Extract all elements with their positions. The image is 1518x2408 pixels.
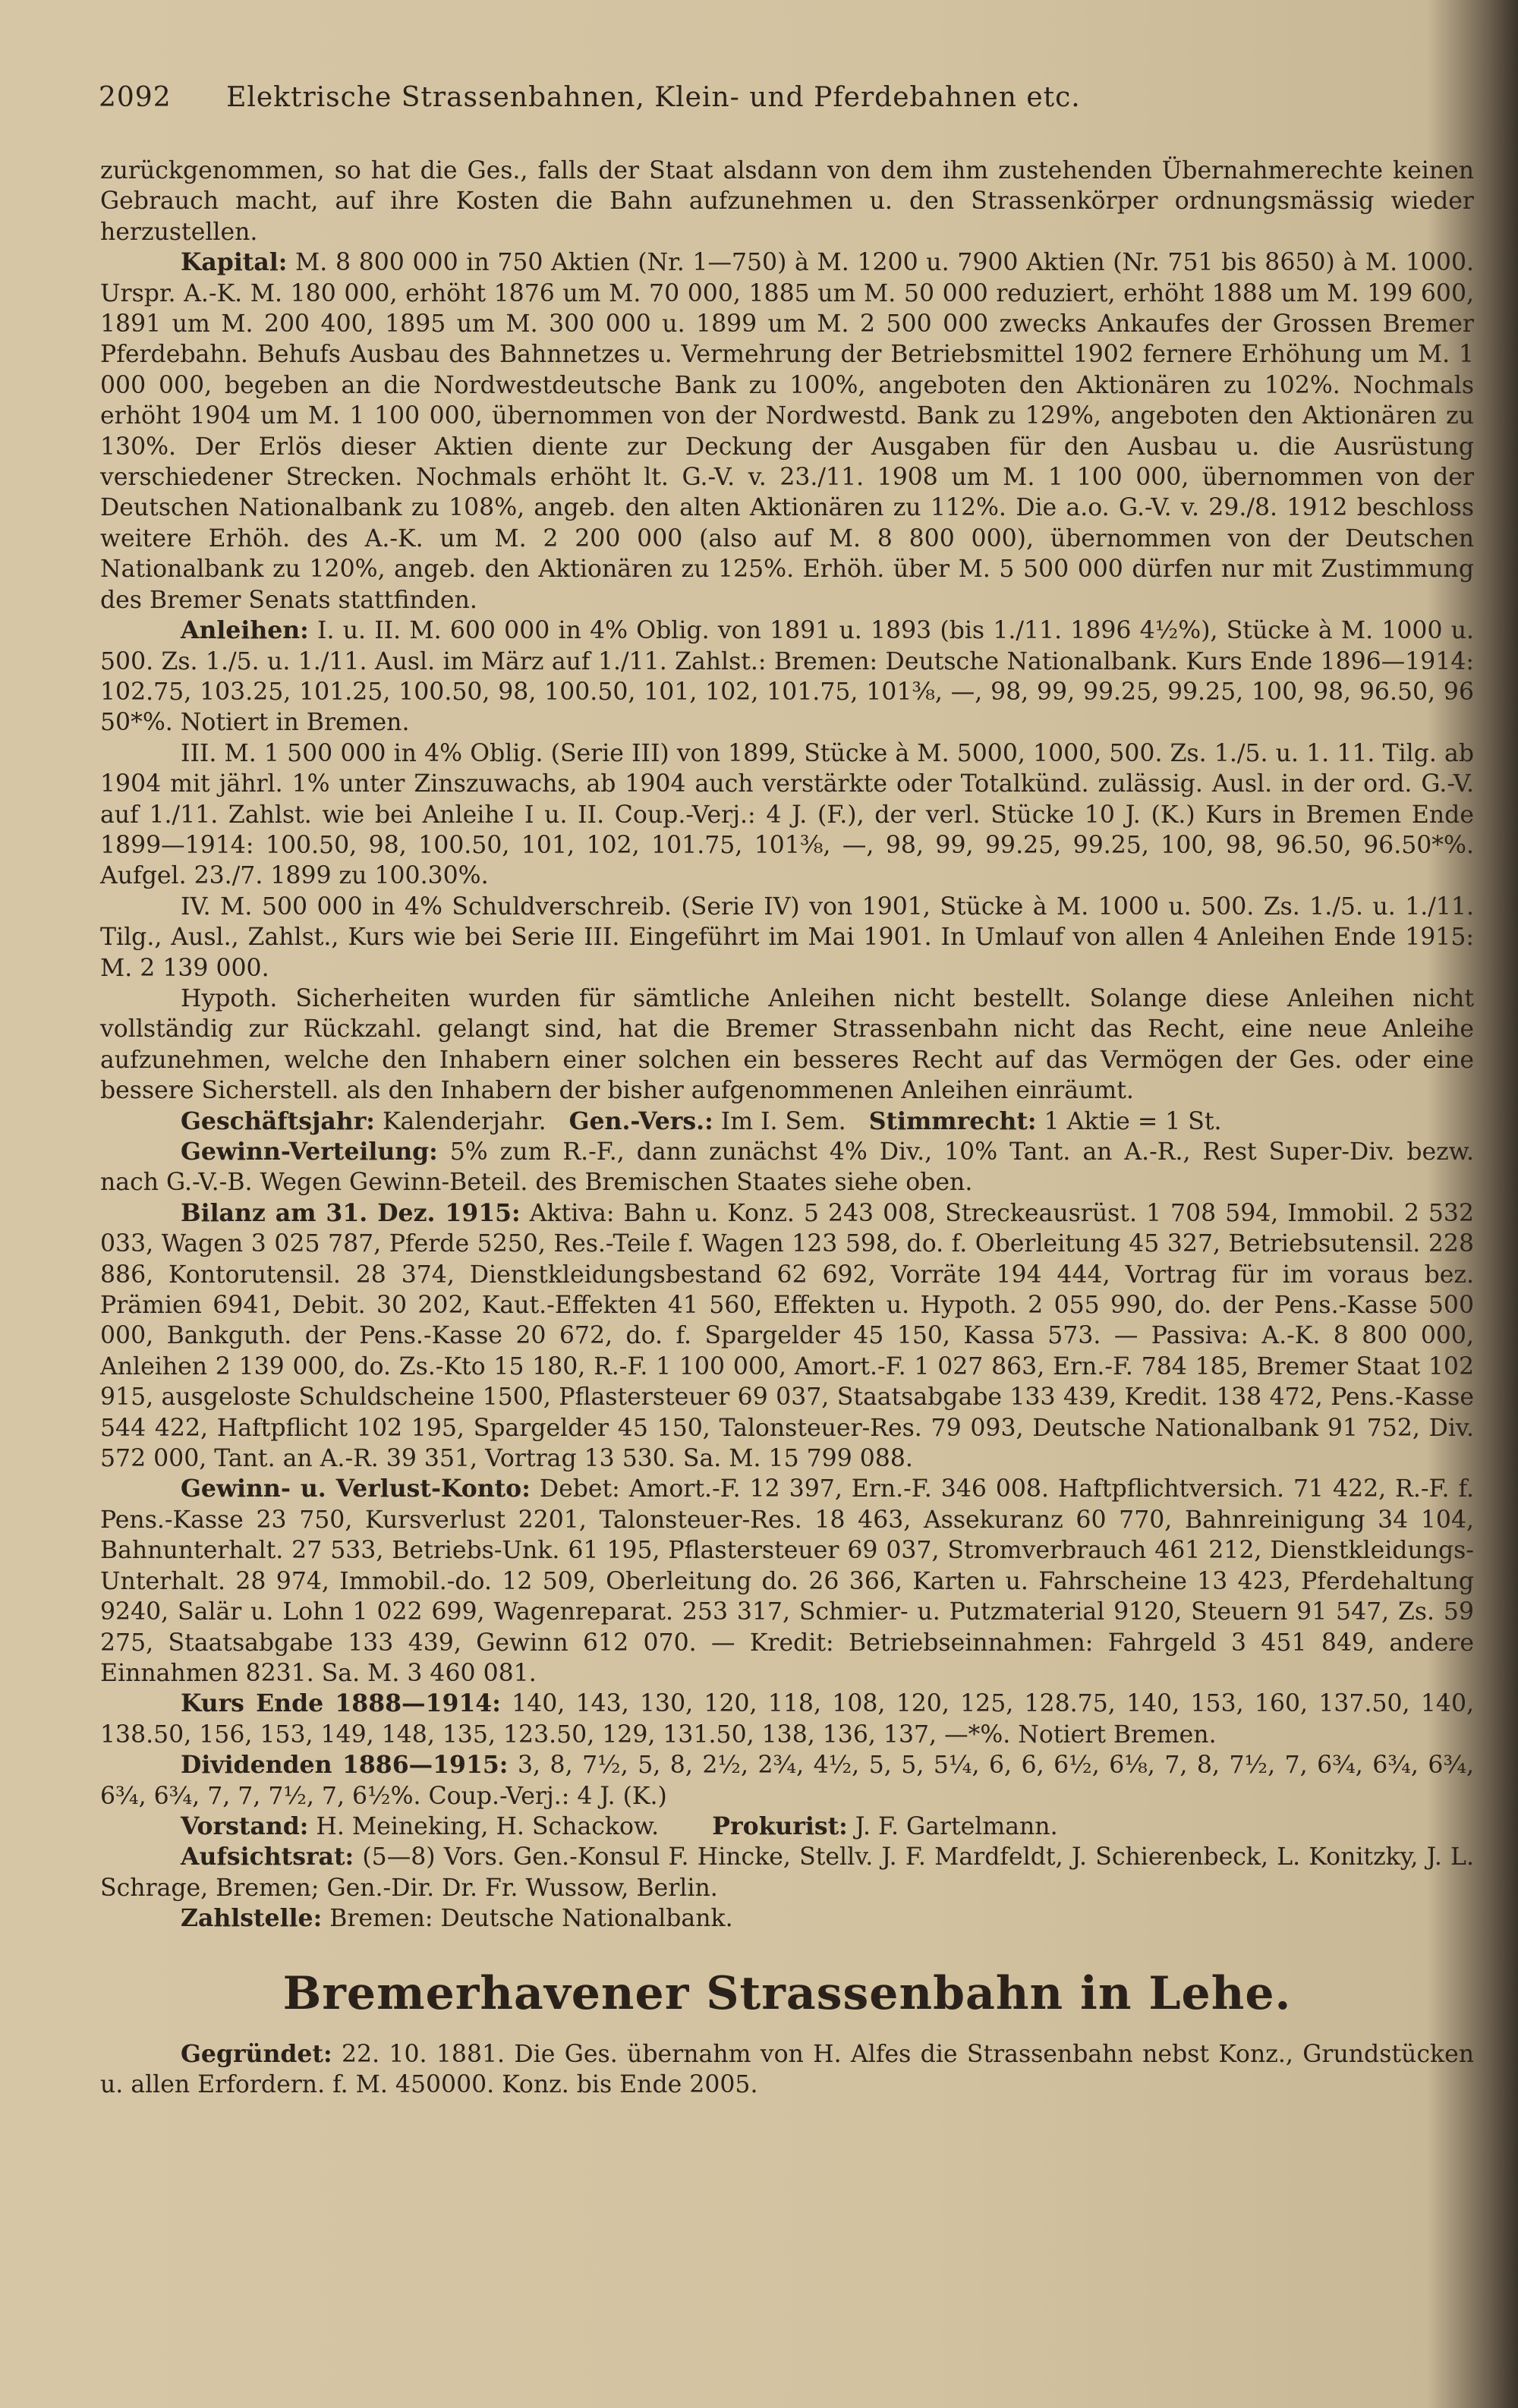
label-aufsichtsrat: Aufsichtsrat: (181, 1843, 354, 1871)
paragraph-aufsichtsrat: Aufsichtsrat: (5—8) Vors. Gen.-Konsul F. Hincke, Stellv. J. F. Mardfeldt, J. Schierenbeck, L. Konitzky, J. L. Schrage, Bremen; Gen.-Dir. Dr. Fr. Wussow, Berlin. (100, 1843, 1474, 1902)
label-vorstand: Vorstand: (181, 1812, 309, 1840)
paragraph-geschaeftsjahr: Geschäftsjahr: Kalenderjahr. Gen.-Vers.: Im I. Sem. Stimmrecht: 1 Aktie = 1 St. (181, 1106, 1222, 1135)
paragraph-gewinn-verlust: Gewinn- u. Verlust-Konto: Debet: Amort.-F. 12 397, Ern.-F. 346 008. Haftpflichtversich. 71 422, R.-F. f. Pens.-Kasse 23 750, Kursverlust 2201, Talonsteuer-Res. 18 463, Assekuranz 60 770, Bahnreinigung 34 104, Bahnunterhalt. 27 533, Betriebs-Unk. 61 195, Pflastersteuer 69 037, Stromverbrauch 461 212, Dienstkleidungs-Unterhalt. 28 974, Immobil.-do. 12 509, Oberleitung do. 26 366, Karten u. Fahrscheine 13 423, Pferdehaltung 9240, Salär u. Lohn 1 022 699, Wagenreparat. 253 317, Schmier- u. Putzmaterial 9120, Steuern 91 547, Zs. 59 275, Staatsabgabe 133 439, Gewinn 612 070. — Kredit: Betriebseinnahmen: Fahrgeld 3 451 849, andere Einnahmen 8231. Sa. M. 3 460 081. (100, 1475, 1475, 1687)
paragraph-anleihen: Anleihen: I. u. II. M. 600 000 in 4% Oblig. von 1891 u. 1893 (bis 1./11. 1896 4½%), Stücke à M. 1000 u. 500. Zs. 1./5. u. 1./11. Ausl. im März auf 1./11. Zahlst.: Bremen: Deutsche Nationalbank. Kurs Ende 1896—1914: 102.75, 103.25, 101.25, 100.50, 98, 100.50, 101, 102, 101.75, 101⅜, —, 98, 99, 99.25, 99.25, 100, 98, 96.50, 96 50*%. Notiert in Bremen. (100, 616, 1475, 737)
page-number: 2092 (99, 82, 172, 113)
label-dividenden: Dividenden 1886—1915: (181, 1751, 509, 1780)
label-gewinn-verlust: Gewinn- u. Verlust-Konto: (181, 1475, 531, 1503)
paragraph-continuation: zurückgenommen, so hat die Ges., falls der Staat alsdann von dem ihm zustehenden Übernahmerechte keinen Gebrauch macht, auf ihre Kosten die Bahn aufzunehmen u. den Strassenkörper ordnungsmässig wieder herzustellen. (100, 157, 1474, 246)
page-header (99, 82, 1465, 113)
paragraph-anleihe-iii: III. M. 1 500 000 in 4% Oblig. (Serie III) von 1899, Stücke à M. 5000, 1000, 500. Zs. 1./5. u. 1. 11. Tilg. ab 1904 mit jährl. 1% unter Zinszuwachs, ab 1904 auch verstärkte oder Totalkünd. zulässig. Ausl. in der ord. G.-V. auf 1./11. Zahlst. wie bei Anleihe I u. II. Coup.-Verj.: 4 J. (F.), der verl. Stücke 10 J. (K.) Kurs in Bremen Ende 1899—1914: 100.50, 98, 100.50, 101, 102, 101.75, 101⅜, —, 98, 99, 99.25, 99.25, 100, 98, 96.50, 96.50*%. Aufgel. 23./7. 1899 zu 100.30%. (100, 739, 1474, 890)
label-geschaeftsjahr: Geschäftsjahr: (181, 1106, 375, 1135)
paragraph-gewinn-verteilung: Gewinn-Verteilung: 5% zum R.-F., dann zunächst 4% Div., 10% Tant. an A.-R., Rest Super-Div. bezw. nach G.-V.-B. Wegen Gewinn-Beteil. des Bremischen Staates siehe oben. (100, 1138, 1475, 1197)
label-bilanz: Bilanz am 31. Dez. 1915: (181, 1198, 521, 1227)
label-anleihen: Anleihen: (181, 616, 309, 645)
label-gewinn-verteilung: Gewinn-Verteilung: (181, 1138, 438, 1166)
section-title: Bremerhavener Strassenbahn in Lehe. (282, 1966, 1292, 2020)
paragraph-bilanz: Bilanz am 31. Dez. 1915: Aktiva: Bahn u. Konz. 5 243 008, Streckeausrüst. 1 708 594, Immobil. 2 532 033, Wagen 3 025 787, Pferde 5250, Res.-Teile f. Wagen 123 598, do. f. Oberleitung 45 327, Betriebsutensil. 228 886, Kontorutensil. 28 374, Dienstkleidungsbestand 62 692, Vorräte 194 444, Vortrag für im voraus bez. Prämien 6941, Debit. 30 202, Kaut.-Effekten 41 560, Effekten u. Hypoth. 2 055 990, do. der Pens.-Kasse 500 000, Bankguth. der Pens.-Kasse 20 672, do. f. Spargelder 45 150, Kassa 573. — Passiva: A.-K. 8 800 000, Anleihen 2 139 000, do. Zs.-Kto 15 180, R.-F. 1 100 000, Amort.-F. 1 027 863, Ern.-F. 784 185, Bremer Staat 102 915, ausgeloste Schuldscheine 1500, Pflastersteuer 69 037, Staatsabgabe 133 439, Kredit. 138 472, Pens.-Kasse 544 422, Haftpflicht 102 195, Spargelder 45 150, Talonsteuer-Res. 79 093, Deutsche Nationalbank 91 752, Div. 572 000, Tant. an A.-R. 39 351, Vortrag 13 530. Sa. M. 15 799 088. (100, 1198, 1474, 1473)
paragraph-zahlstelle: Zahlstelle: Bremen: Deutsche Nationalbank. (181, 1904, 733, 1933)
paragraph-hypoth: Hypoth. Sicherheiten wurden für sämtliche Anleihen nicht bestellt. Solange diese Anleihen nicht vollständig zur Rückzahl. gelangt sind, hat die Bremer Strassenbahn nicht das Recht, eine neue Anleihe aufzunehmen, welche den Inhabern einer solchen ein besseres Recht auf das Vermögen der Ges. oder eine bessere Sicherstell. als den Inhabern der bisher aufgenommenen Anleihen einräumt. (100, 984, 1474, 1105)
label-stimmrecht: Stimmrecht: (868, 1106, 1037, 1135)
paragraph-kurs: Kurs Ende 1888—1914: 140, 143, 130, 120, 118, 108, 120, 125, 128.75, 140, 153, 160, 137.50, 140, 138.50, 156, 153, 149, 148, 135, 123.50, 129, 131.50, 138, 136, 137, —*%. Notiert Bremen. (100, 1689, 1474, 1749)
label-gegruendet: Gegründet: (181, 2039, 332, 2068)
paragraph-anleihe-iv: IV. M. 500 000 in 4% Schuldverschreib. (Serie IV) von 1901, Stücke à M. 1000 u. 500. Zs. 1./5. u. 1./11. Tilg., Ausl., Zahlst., Kurs wie bei Serie III. Eingeführt im Mai 1901. In Umlauf von allen 4 Anleihen Ende 1915: M. 2 139 000. (100, 892, 1474, 982)
document-body (100, 156, 1474, 2101)
label-kurs: Kurs Ende 1888—1914: (181, 1689, 501, 1718)
running-title: Elektrische Strassenbahnen, Klein- und Pferdebahnen etc. (226, 82, 1081, 113)
paragraph-kapital: Kapital: M. 8 800 000 in 750 Aktien (Nr. 1—750) à M. 1200 u. 7900 Aktien (Nr. 751 bis 8650) à M. 1000. Urspr. A.-K. M. 180 000, erhöht 1876 um M. 70 000, 1885 um M. 50 000 reduziert, erhöht 1888 um M. 199 600, 1891 um M. 200 400, 1895 um M. 300 000 u. 1899 um M. 2 500 000 zwecks Ankaufes der Grossen Bremer Pferdebahn. Behufs Ausbau des Bahnnetzes u. Vermehrung der Betriebsmittel 1902 fernere Erhöhung um M. 1 000 000, begeben an die Nordwestdeutsche Bank zu 100%, angeboten den Aktionären zu 102%. Nochmals erhöht 1904 um M. 1 100 000, übernommen von der Nordwestd. Bank zu 129%, angeboten den Aktionären zu 130%. Der Erlös dieser Aktien diente zur Deckung der Ausgaben für den Ausbau u. die Ausrüstung verschiedener Strecken. Nochmals erhöht lt. G.-V. v. 23./11. 1908 um M. 1 100 000, übernommen von der Deutschen Nationalbank zu 108%, angeb. den alten Aktionären zu 112%. Die a.o. G.-V. v. 29./8. 1912 beschloss weitere Erhöh. des A.-K. um M. 2 200 000 (also auf M. 8 800 000), übernommen von der Deutschen Nationalbank zu 120%, angeb. den Aktionären zu 125%. Erhöh. über M. 5 500 000 dürfen nur mit Zustimmung des Bremer Senats stattfinden. (100, 248, 1475, 614)
paragraph-gegruendet: Gegründet: 22. 10. 1881. Die Ges. übernahm von H. Alfes die Strassenbahn nebst Konz., Grundstücken u. allen Erfordern. f. M. 450000. Konz. bis Ende 2005. (100, 2039, 1474, 2099)
label-prokurist: Prokurist: (712, 1812, 848, 1840)
label-kapital: Kapital: (181, 248, 288, 277)
paragraph-vorstand: Vorstand: H. Meineking, H. Schackow. Prokurist: J. F. Gartelmann. (181, 1812, 1058, 1840)
paragraph-dividenden: Dividenden 1886—1915: 3, 8, 7½, 5, 8, 2½, 2¾, 4½, 5, 5, 5¼, 6, 6, 6½, 6⅛, 7, 8, 7½, 7, 6¾, 6¾, 6¾, 6¾, 6¾, 7, 7, 7½, 7, 6½%. Coup.-Verj.: 4 J. (K.) (100, 1751, 1474, 1810)
label-gen-vers: Gen.-Vers.: (568, 1106, 713, 1135)
label-zahlstelle: Zahlstelle: (181, 1904, 323, 1933)
